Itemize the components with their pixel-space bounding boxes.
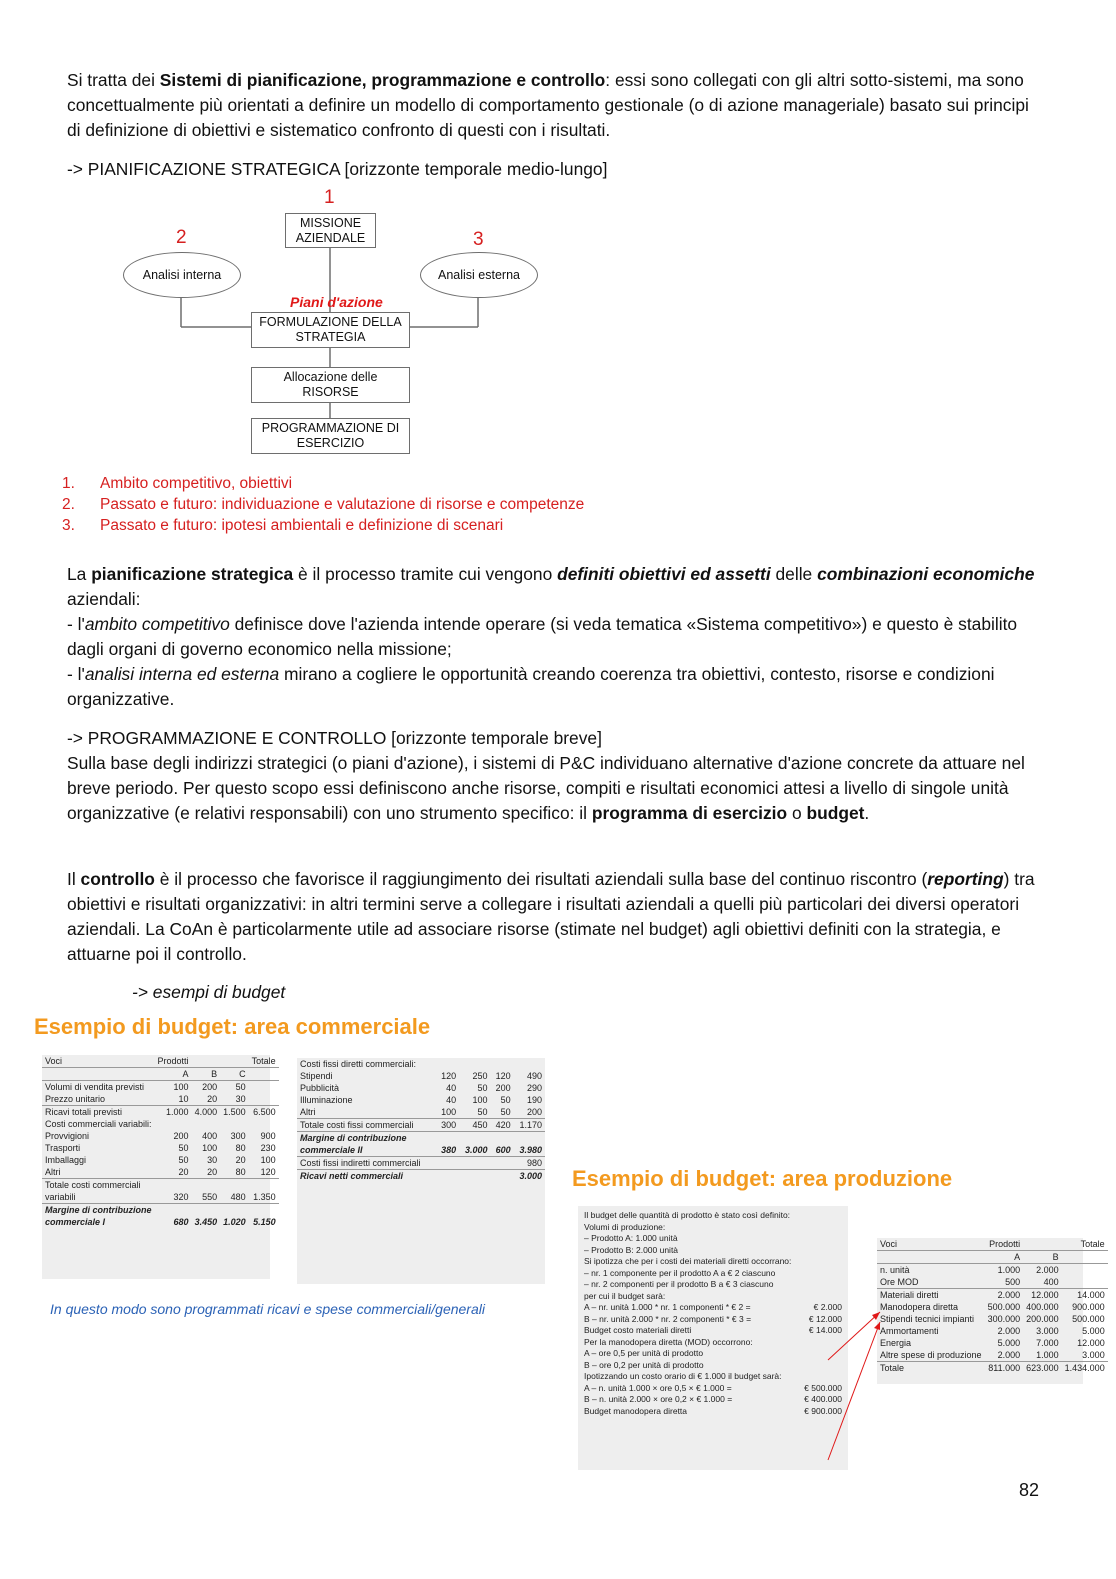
table-cell: commerciale II xyxy=(300,1145,363,1155)
table-cell: 7.000 xyxy=(1036,1338,1059,1348)
table-cell xyxy=(220,1118,249,1130)
table-cell: 420 xyxy=(491,1119,514,1132)
prod-text-line: – nr. 1 componente per il prodotto A a € 2 ciascuno xyxy=(584,1267,776,1278)
table-cell: 3.450 xyxy=(194,1217,218,1227)
comm-table-2 xyxy=(297,1058,545,1284)
table-cell: 50 xyxy=(477,1107,488,1117)
table-cell xyxy=(192,1118,221,1130)
table-cell: 3.000 xyxy=(1036,1326,1059,1336)
table-cell: Voci xyxy=(42,1055,155,1068)
table-cell xyxy=(1062,1264,1108,1277)
table-cell: 1.020 xyxy=(223,1217,246,1227)
table-row xyxy=(42,1118,279,1130)
table-cell: 12.000 xyxy=(1023,1289,1062,1302)
table-row xyxy=(42,1142,279,1154)
table-cell: 5.000 xyxy=(997,1338,1021,1348)
table-cell: n. unità xyxy=(880,1265,910,1275)
table-cell: 490 xyxy=(526,1071,542,1081)
table-cell: 100 xyxy=(173,1082,189,1092)
box-allocazione: Allocazione delle RISORSE xyxy=(251,367,410,403)
table-cell: 100 xyxy=(472,1095,488,1105)
box-missione: MISSIONE AZIENDALE xyxy=(285,213,376,248)
pc-paragraph: -> PROGRAMMAZIONE E CONTROLLO [orizzonte temporale breve] Sulla base degli indirizzi strategici (o piani d'azione), i sistemi di P&C individuano alternative d'azione concrete da attuare nel breve periodo. Per questo scopo essi definiscono anche risorse, compiti e risultati economici attesi a livello di singole unità organizzative (e relativi responsabili) con uno strumento specifico: il programma di esercizio o budget. xyxy=(67,726,1052,826)
table-cell: Ricavi netti commerciali xyxy=(297,1170,436,1183)
table-cell xyxy=(491,1157,514,1170)
comm-title: Esempio di budget: area commerciale xyxy=(34,1014,431,1039)
label-piani-azione: Piani d'azione xyxy=(290,294,383,310)
table-cell: 1.434.000 xyxy=(1062,1362,1108,1375)
prod-arrows xyxy=(820,1290,910,1470)
table-cell xyxy=(436,1058,459,1070)
table-cell xyxy=(436,1157,459,1170)
table-cell: B xyxy=(1023,1251,1062,1264)
table-cell: commerciale I xyxy=(45,1217,106,1227)
table-row xyxy=(297,1119,545,1132)
table-row xyxy=(42,1068,279,1081)
prod-text-line: A – nr. unità 1.000 * nr. 1 componenti * € 2 = € 2.000 xyxy=(584,1302,842,1312)
table-cell xyxy=(877,1251,985,1264)
table-cell: Voci xyxy=(877,1238,985,1251)
prod-text-line: – Prodotto A: 1.000 unità xyxy=(584,1233,678,1243)
prod-text-line: B – ore 0,2 per unità di prodotto xyxy=(584,1359,704,1370)
table-cell: 550 xyxy=(202,1192,218,1202)
table-cell: Illuminazione xyxy=(300,1095,353,1105)
table-cell: C xyxy=(220,1068,249,1081)
table-cell: 100 xyxy=(202,1143,218,1153)
table-row xyxy=(297,1106,545,1119)
table-cell: Imballaggi xyxy=(45,1155,87,1165)
esempi-label: -> esempi di budget xyxy=(132,982,286,1002)
page-number: 82 xyxy=(1019,1480,1040,1500)
table-cell: 40 xyxy=(446,1083,457,1093)
table-cell: Totale xyxy=(1062,1238,1108,1251)
table-cell: 3.000 xyxy=(464,1145,488,1155)
table-cell xyxy=(192,1179,221,1192)
table-cell: 1.170 xyxy=(514,1119,545,1132)
table-cell: 1.350 xyxy=(253,1192,276,1202)
table-cell xyxy=(436,1170,459,1183)
pc-heading: -> PROGRAMMAZIONE E CONTROLLO [orizzonte temporale breve] xyxy=(67,728,602,748)
table-cell xyxy=(220,1204,249,1217)
table-cell: 20 xyxy=(207,1167,218,1177)
table-row xyxy=(297,1170,545,1183)
table-cell: 50 xyxy=(500,1095,511,1105)
table-cell: Costi commerciali variabili: xyxy=(45,1119,152,1129)
table-cell: Margine di contribuzione xyxy=(42,1204,155,1217)
table-cell xyxy=(514,1058,545,1070)
table-row xyxy=(297,1144,545,1157)
table-cell: 300 xyxy=(436,1119,459,1132)
table-cell: 20 xyxy=(207,1094,218,1104)
ps-heading: -> PIANIFICAZIONE STRATEGICA [orizzonte temporale medio-lungo] xyxy=(67,159,608,179)
table-cell: 380 xyxy=(441,1145,457,1155)
table-cell: 50 xyxy=(178,1155,189,1165)
table-cell: 4.000 xyxy=(192,1106,221,1119)
table-cell: Ore MOD xyxy=(880,1277,919,1287)
table-row xyxy=(42,1055,279,1068)
table-cell: 900.000 xyxy=(1072,1302,1105,1312)
prod-text-line: – nr. 2 componenti per il prodotto B a € 3 ciascuno xyxy=(584,1279,774,1289)
table-cell: 200 xyxy=(495,1083,511,1093)
table-cell: Totale costi fissi commerciali xyxy=(297,1119,436,1132)
intro-paragraph: Si tratta dei Sistemi di pianificazione, programmazione e controllo: essi sono collegati con gli altri sotto-sistemi, ma sono concettualmente più orientati a definire un modello di comportamento gestionale (o di azione manageriale) basato sui principi di definizione di obiettivi e sistematico confronto di questi con i risultati. xyxy=(67,70,1029,140)
table-cell: 1.000 xyxy=(997,1265,1021,1275)
prod-text-line: per cui il budget sarà: xyxy=(584,1290,666,1301)
table-cell: 2.000 xyxy=(997,1350,1021,1360)
label-num-1: 1 xyxy=(324,187,335,208)
table-cell: Totale xyxy=(249,1055,279,1068)
prod-text-line: Il budget delle quantità di prodotto è stato così definito: xyxy=(584,1210,791,1220)
table-cell xyxy=(459,1132,490,1145)
table-cell xyxy=(436,1132,459,1145)
prod-text-line: B – n. unità 2.000 × ore 0,2 × € 1.000 = € 400.000 xyxy=(584,1394,842,1404)
diagram-connectors xyxy=(0,0,1116,470)
prod-title: Esempio di budget: area produzione xyxy=(572,1166,953,1191)
table-cell: 190 xyxy=(526,1095,542,1105)
prod-text-line: Si ipotizza che per i costi dei materiali diretti occorrano: xyxy=(584,1256,792,1266)
table-cell: Energia xyxy=(880,1338,912,1348)
label-num-2: 2 xyxy=(176,227,187,248)
table-cell: 6.500 xyxy=(249,1106,279,1119)
table-cell: 300.000 xyxy=(987,1314,1021,1324)
table-cell: Stipendi tecnici impianti xyxy=(880,1314,975,1324)
table-row xyxy=(877,1251,1108,1264)
table-cell: Materiali diretti xyxy=(877,1289,985,1302)
table-cell: 50 xyxy=(477,1083,488,1093)
table-cell: 80 xyxy=(235,1167,246,1177)
table-cell: 200 xyxy=(202,1082,218,1092)
prod-text-line: Budget costo materiali diretti € 14.000 xyxy=(584,1325,842,1335)
table-cell: Altri xyxy=(300,1107,316,1117)
table-cell xyxy=(491,1058,514,1070)
table-cell: 10 xyxy=(178,1094,189,1104)
table-cell xyxy=(459,1058,490,1070)
table-row xyxy=(42,1204,279,1217)
table-cell xyxy=(155,1118,192,1130)
table-cell: 120 xyxy=(260,1167,276,1177)
table-row xyxy=(877,1349,1108,1362)
prod-text-line: Budget manodopera diretta € 900.000 xyxy=(584,1405,842,1416)
table-row xyxy=(42,1191,279,1204)
table-row xyxy=(42,1216,279,1228)
table-cell: 1.500 xyxy=(220,1106,249,1119)
table-cell: 811.000 xyxy=(985,1362,1024,1375)
table-cell xyxy=(220,1055,249,1068)
table-cell: 200 xyxy=(173,1131,189,1141)
table-cell: 12.000 xyxy=(1077,1338,1105,1348)
comm-caption: In questo modo sono programmati ricavi e spese commerciali/generali xyxy=(50,1301,485,1317)
table-cell: Margine di contribuzione xyxy=(297,1132,436,1145)
table-cell: 2.000 xyxy=(1036,1265,1059,1275)
table-cell: 14.000 xyxy=(1062,1289,1108,1302)
table-cell xyxy=(459,1170,490,1183)
label-num-3: 3 xyxy=(473,229,484,250)
red-numbered-list xyxy=(62,473,584,536)
table-row xyxy=(42,1106,279,1119)
table-row xyxy=(297,1058,545,1070)
table-row xyxy=(297,1070,545,1082)
table-row xyxy=(877,1264,1108,1277)
table-row xyxy=(42,1081,279,1094)
box-programmazione: PROGRAMMAZIONE DI ESERCIZIO xyxy=(251,418,410,454)
table-cell: Ammortamenti xyxy=(880,1326,939,1336)
table-cell xyxy=(491,1132,514,1145)
table-cell: Pubblicità xyxy=(300,1083,340,1093)
table-cell xyxy=(249,1081,279,1094)
table-cell: 100 xyxy=(441,1107,457,1117)
table-cell: variabili xyxy=(45,1192,76,1202)
table-cell xyxy=(1062,1276,1108,1289)
table-cell: 230 xyxy=(260,1143,276,1153)
table-cell: Prezzo unitario xyxy=(45,1094,106,1104)
table-cell: Totale xyxy=(877,1362,985,1375)
table-cell xyxy=(491,1170,514,1183)
table-cell: 900 xyxy=(260,1131,276,1141)
table-cell: 400.000 xyxy=(1026,1302,1059,1312)
prod-text-line: A – n. unità 1.000 × ore 0,5 × € 1.000 = € 500.000 xyxy=(584,1382,842,1393)
table-cell: 980 xyxy=(514,1157,545,1170)
table-row xyxy=(42,1093,279,1106)
table-cell: 50 xyxy=(178,1143,189,1153)
box-formulazione: FORMULAZIONE DELLA STRATEGIA xyxy=(251,312,410,348)
prod-text-line: Ipotizzando un costo orario di € 1.000 il budget sarà: xyxy=(584,1371,782,1381)
table-cell: Provvigioni xyxy=(45,1131,90,1141)
table-cell xyxy=(155,1204,192,1217)
table-cell: 1.000 xyxy=(1036,1350,1059,1360)
table-cell: Prodotti xyxy=(985,1238,1024,1251)
table-cell: A xyxy=(155,1068,192,1081)
table-cell: Altre spese di produzione xyxy=(880,1350,982,1360)
table-cell: 400 xyxy=(202,1131,218,1141)
table-cell xyxy=(249,1179,279,1192)
table-row xyxy=(877,1362,1108,1375)
table-cell: 500.000 xyxy=(987,1302,1021,1312)
table-cell xyxy=(249,1068,279,1081)
table-cell xyxy=(192,1055,221,1068)
table-cell xyxy=(42,1068,155,1081)
table-cell: Altri xyxy=(45,1167,61,1177)
table-cell: 200.000 xyxy=(1026,1314,1059,1324)
table-cell: 40 xyxy=(446,1095,457,1105)
table-cell: Totale costi commerciali xyxy=(42,1179,155,1192)
table-cell: 100 xyxy=(260,1155,276,1165)
table-cell: 5.000 xyxy=(1082,1326,1105,1336)
table-cell xyxy=(249,1093,279,1106)
table-row xyxy=(877,1313,1108,1325)
table-cell: 3.000 xyxy=(1082,1350,1105,1360)
table-cell xyxy=(192,1204,221,1217)
table-cell: Prodotti xyxy=(155,1055,192,1068)
table-row xyxy=(297,1082,545,1094)
table-cell xyxy=(1062,1251,1108,1264)
table-cell: Stipendi xyxy=(300,1071,333,1081)
table-cell: 50 xyxy=(500,1107,511,1117)
table-cell: 320 xyxy=(173,1192,189,1202)
table-row xyxy=(877,1301,1108,1313)
table-row xyxy=(42,1154,279,1166)
table-cell: Trasporti xyxy=(45,1143,81,1153)
table-cell xyxy=(459,1157,490,1170)
table-row xyxy=(297,1132,545,1145)
table-cell: 3.000 xyxy=(514,1170,545,1183)
table-cell: 120 xyxy=(441,1071,457,1081)
list-item: 3. Passato e futuro: ipotesi ambientali e definizione di scenari xyxy=(62,517,504,534)
table-cell: 500.000 xyxy=(1072,1314,1105,1324)
table-cell: 600 xyxy=(495,1145,511,1155)
table-cell: Costi fissi indiretti commerciali xyxy=(297,1157,436,1170)
prod-text-line: B – nr. unità 2.000 * nr. 2 componenti * € 3 = € 12.000 xyxy=(584,1313,842,1324)
table-cell: 20 xyxy=(178,1167,189,1177)
table-cell: 2.000 xyxy=(997,1326,1021,1336)
table-cell xyxy=(249,1204,279,1217)
table-cell: 3.980 xyxy=(519,1145,542,1155)
list-item: 2. Passato e futuro: individuazione e valutazione di risorse e competenze xyxy=(62,496,585,513)
table-cell: Manodopera diretta xyxy=(880,1302,959,1312)
table-cell: 500 xyxy=(1005,1277,1021,1287)
table-cell: 450 xyxy=(459,1119,490,1132)
table-row xyxy=(297,1094,545,1106)
table-row xyxy=(877,1238,1108,1251)
table-cell: 5.150 xyxy=(253,1217,276,1227)
table-cell: 30 xyxy=(235,1094,246,1104)
table-cell: 2.000 xyxy=(985,1289,1024,1302)
table-cell: 300 xyxy=(230,1131,246,1141)
table-cell: 120 xyxy=(495,1071,511,1081)
table-row xyxy=(877,1276,1108,1289)
table-row xyxy=(877,1337,1108,1349)
table-cell xyxy=(155,1179,192,1192)
comm-table-1 xyxy=(42,1055,276,1279)
table-cell: 623.000 xyxy=(1023,1362,1062,1375)
table-cell: 80 xyxy=(235,1143,246,1153)
table-cell xyxy=(514,1132,545,1145)
table-cell: Costi fissi diretti commerciali: xyxy=(300,1059,417,1069)
ps-paragraph: La pianificazione strategica è il processo tramite cui vengono definiti obiettivi ed assetti delle combinazioni economiche aziendali: - l'ambito competitivo definisce dove l'azienda intende operare (si veda tematica «Sistema competitivo») e questo è stabilito dagli organi di governo economico nella missione; - l'analisi interna ed esterna mirano a cogliere le opportunità creando coerenza tra obiettivi, contesto, risorse e condizioni organizzative. xyxy=(67,564,1035,709)
intro-bold: Sistemi di pianificazione, programmazione e controllo xyxy=(159,70,606,90)
ellipse-analisi-esterna: Analisi esterna xyxy=(420,252,538,298)
table-cell: 200 xyxy=(526,1107,542,1117)
table-cell: 1.000 xyxy=(155,1106,192,1119)
table-row xyxy=(877,1325,1108,1337)
table-row xyxy=(297,1157,545,1170)
table-cell: 400 xyxy=(1043,1277,1059,1287)
table-cell: B xyxy=(192,1068,221,1081)
table-cell xyxy=(1023,1238,1062,1251)
table-row xyxy=(42,1166,279,1179)
table-cell: 480 xyxy=(230,1192,246,1202)
table-cell: A xyxy=(985,1251,1024,1264)
table-cell: 20 xyxy=(235,1155,246,1165)
table-cell: 250 xyxy=(472,1071,488,1081)
table-row xyxy=(877,1289,1108,1302)
controllo-paragraph: Il controllo è il processo che favorisce il raggiungimento dei risultati aziendali sulla base del continuo riscontro (reporting) tra obiettivi e risultati organizzativi: in altri termini serve a collegare i risultati aziendali a quelli più particolari dei diversi operatori aziendali. La CoAn è particolarmente utile ad associare risorse (stimate nel budget) agli obiettivi definiti con la strategia, e attuarne poi il controllo. xyxy=(67,869,1035,964)
table-cell: 680 xyxy=(173,1217,189,1227)
table-row xyxy=(42,1179,279,1192)
prod-text-line: Volumi di produzione: xyxy=(584,1221,666,1232)
table-cell xyxy=(249,1118,279,1130)
table-cell xyxy=(220,1179,249,1192)
prod-text-block xyxy=(578,1206,848,1470)
list-item: 1. Ambito competitivo, obiettivi xyxy=(62,475,293,492)
table-cell: 30 xyxy=(207,1155,218,1165)
table-row xyxy=(42,1130,279,1142)
ellipse-analisi-interna: Analisi interna xyxy=(123,252,241,298)
table-cell: 50 xyxy=(235,1082,246,1092)
table-cell: Volumi di vendita previsti xyxy=(45,1082,145,1092)
prod-text-line: A – ore 0,5 per unità di prodotto xyxy=(584,1348,704,1358)
prod-text-line: – Prodotto B: 2.000 unità xyxy=(584,1244,679,1255)
prod-text-line: Per la manodopera diretta (MOD) occorrono: xyxy=(584,1336,753,1347)
table-cell: 290 xyxy=(526,1083,542,1093)
table-cell: Ricavi totali previsti xyxy=(42,1106,155,1119)
